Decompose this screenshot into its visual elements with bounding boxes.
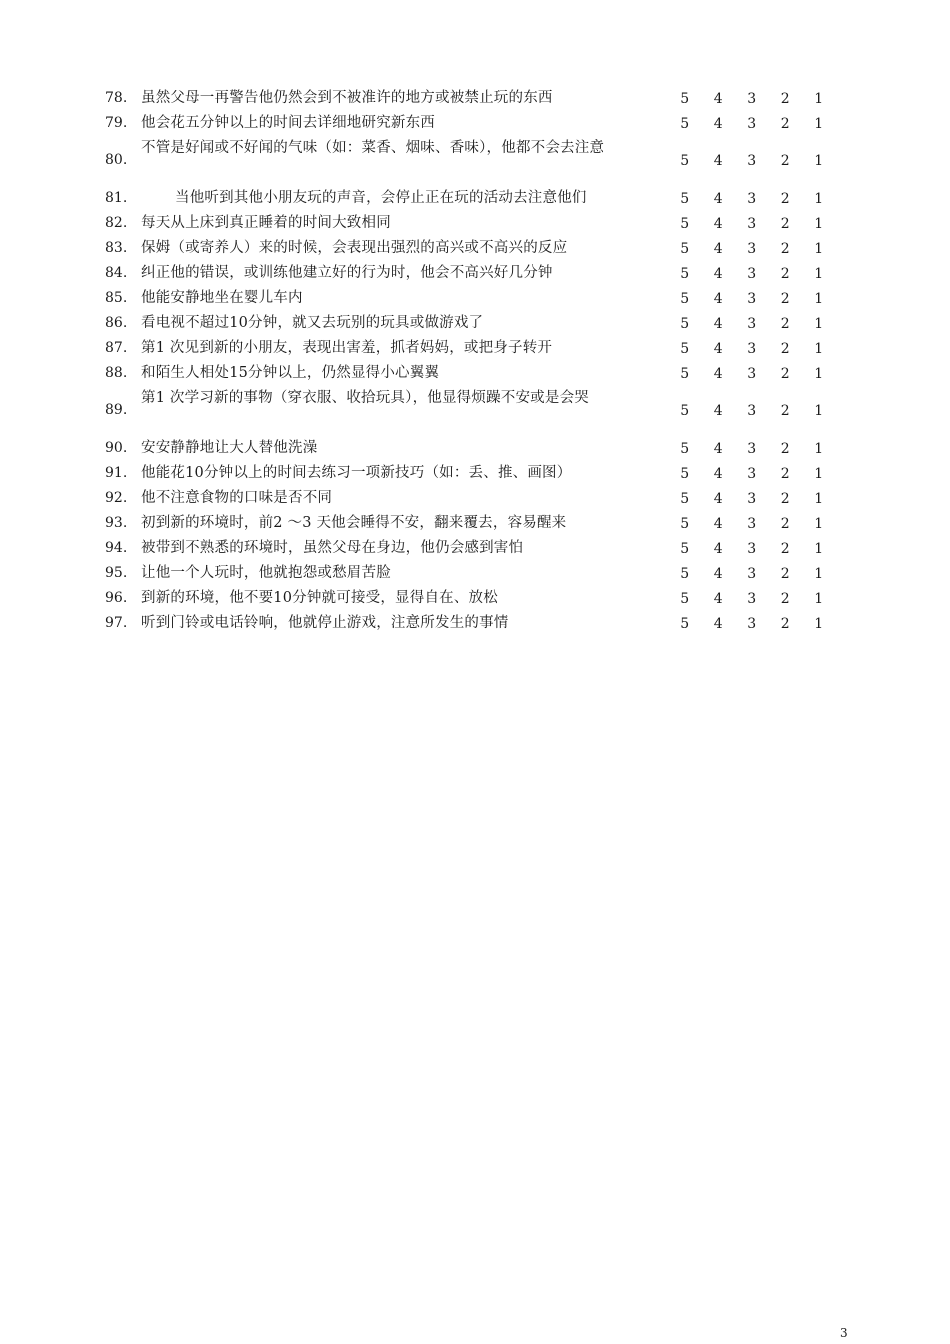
question-text: 到新的环境，他不要10分钟就可接受，显得自在、放松 xyxy=(141,590,498,606)
rating-option[interactable]: 5 xyxy=(680,490,690,507)
rating-option[interactable]: 5 xyxy=(680,190,690,207)
rating-options xyxy=(668,586,836,611)
rating-option[interactable]: 2 xyxy=(780,515,790,532)
rating-option[interactable]: 3 xyxy=(747,265,757,282)
rating-option[interactable]: 2 xyxy=(780,290,790,307)
question-row xyxy=(0,261,950,286)
question-number: 78. xyxy=(105,90,128,106)
rating-option[interactable]: 1 xyxy=(814,615,824,632)
rating-option[interactable]: 3 xyxy=(747,190,757,207)
question-row xyxy=(0,86,950,111)
question-text: 和陌生人相处15分钟以上，仍然显得小心翼翼 xyxy=(141,365,440,381)
rating-option[interactable]: 2 xyxy=(780,565,790,582)
rating-option[interactable]: 1 xyxy=(814,490,824,507)
question-row xyxy=(0,211,950,236)
question-text: 让他一个人玩时，他就抱怨或愁眉苦脸 xyxy=(141,565,391,581)
rating-option[interactable]: 3 xyxy=(747,153,757,169)
rating-option[interactable]: 1 xyxy=(814,540,824,557)
rating-option[interactable]: 5 xyxy=(680,340,690,357)
rating-option[interactable]: 3 xyxy=(747,340,757,357)
question-number: 95. xyxy=(105,565,128,581)
question-number: 89. xyxy=(105,402,128,418)
rating-option[interactable]: 5 xyxy=(680,290,690,307)
rating-option[interactable]: 5 xyxy=(680,515,690,532)
rating-option[interactable]: 4 xyxy=(713,590,723,607)
question-row xyxy=(0,486,950,511)
rating-option[interactable]: 1 xyxy=(814,290,824,307)
rating-option[interactable]: 4 xyxy=(713,90,723,107)
question-number: 83. xyxy=(105,240,128,256)
rating-option[interactable]: 5 xyxy=(680,465,690,482)
question-row xyxy=(0,136,950,186)
questionnaire-table xyxy=(0,86,950,636)
rating-option[interactable]: 4 xyxy=(713,403,723,419)
rating-option[interactable]: 5 xyxy=(680,403,690,419)
rating-options xyxy=(668,86,836,111)
rating-option[interactable]: 4 xyxy=(713,540,723,557)
rating-option[interactable]: 1 xyxy=(814,365,824,382)
rating-option[interactable]: 4 xyxy=(713,365,723,382)
rating-option[interactable]: 2 xyxy=(780,240,790,257)
rating-option[interactable]: 1 xyxy=(814,440,824,457)
rating-options xyxy=(668,511,836,536)
rating-option[interactable]: 3 xyxy=(747,615,757,632)
rating-option[interactable]: 2 xyxy=(780,365,790,382)
rating-option[interactable]: 5 xyxy=(680,615,690,632)
rating-options xyxy=(668,311,836,336)
rating-option[interactable]: 2 xyxy=(780,465,790,482)
rating-option[interactable]: 5 xyxy=(680,240,690,257)
rating-options xyxy=(668,211,836,236)
rating-option[interactable]: 5 xyxy=(680,540,690,557)
rating-option[interactable]: 1 xyxy=(814,515,824,532)
rating-option[interactable]: 2 xyxy=(780,403,790,419)
rating-option[interactable]: 3 xyxy=(747,465,757,482)
rating-option[interactable]: 5 xyxy=(680,315,690,332)
rating-option[interactable]: 4 xyxy=(713,215,723,232)
question-row xyxy=(0,536,950,561)
rating-options xyxy=(668,186,836,211)
question-text: 看电视不超过10分钟，就又去玩别的玩具或做游戏了 xyxy=(141,315,484,331)
rating-option[interactable]: 5 xyxy=(680,153,690,169)
rating-option[interactable]: 2 xyxy=(780,265,790,282)
question-row xyxy=(0,586,950,611)
question-row xyxy=(0,236,950,261)
rating-option[interactable]: 4 xyxy=(713,440,723,457)
rating-option[interactable]: 3 xyxy=(747,515,757,532)
rating-option[interactable]: 3 xyxy=(747,365,757,382)
question-text: 第1 次学习新的事物（穿衣服、收拾玩具），他显得烦躁不安或是会哭 xyxy=(141,390,589,406)
rating-option[interactable]: 4 xyxy=(713,240,723,257)
question-row xyxy=(0,461,950,486)
rating-options xyxy=(668,611,836,636)
question-row xyxy=(0,386,950,436)
rating-option[interactable]: 4 xyxy=(713,190,723,207)
question-number: 92. xyxy=(105,490,128,506)
question-number: 87. xyxy=(105,340,128,356)
rating-option[interactable]: 1 xyxy=(814,590,824,607)
question-text: 不管是好闻或不好闻的气味（如：菜香、烟味、香味），他都不会去注意 xyxy=(141,140,605,156)
question-text: 虽然父母一再警告他仍然会到不被准许的地方或被禁止玩的东西 xyxy=(141,90,553,106)
question-number: 90. xyxy=(105,440,128,456)
rating-option[interactable]: 5 xyxy=(680,90,690,107)
question-number: 79. xyxy=(105,115,128,131)
rating-option[interactable]: 1 xyxy=(814,403,824,419)
rating-options xyxy=(668,261,836,286)
page-number: 3 xyxy=(840,1326,848,1340)
question-row xyxy=(0,561,950,586)
rating-option[interactable]: 3 xyxy=(747,590,757,607)
rating-option[interactable]: 4 xyxy=(713,265,723,282)
question-text: 纠正他的错误，或训练他建立好的行为时，他会不高兴好几分钟 xyxy=(141,265,553,281)
rating-options xyxy=(668,136,836,186)
rating-option[interactable]: 3 xyxy=(747,540,757,557)
rating-options xyxy=(668,236,836,261)
question-row xyxy=(0,111,950,136)
rating-option[interactable]: 1 xyxy=(814,240,824,257)
question-number: 97. xyxy=(105,615,128,631)
rating-option[interactable]: 5 xyxy=(680,440,690,457)
rating-options xyxy=(668,486,836,511)
question-row xyxy=(0,311,950,336)
rating-option[interactable]: 3 xyxy=(747,290,757,307)
rating-option[interactable]: 1 xyxy=(814,465,824,482)
question-number: 86. xyxy=(105,315,128,331)
rating-option[interactable]: 5 xyxy=(680,215,690,232)
rating-option[interactable]: 2 xyxy=(780,540,790,557)
rating-option[interactable]: 4 xyxy=(713,115,723,132)
rating-option[interactable]: 1 xyxy=(814,315,824,332)
question-text: 听到门铃或电话铃响，他就停止游戏，注意所发生的事情 xyxy=(141,615,509,631)
rating-option[interactable]: 1 xyxy=(814,115,824,132)
question-text: 当他听到其他小朋友玩的声音，会停止正在玩的活动去注意他们 xyxy=(175,190,587,206)
question-row xyxy=(0,511,950,536)
rating-options xyxy=(668,386,836,436)
rating-options xyxy=(668,561,836,586)
question-number: 88. xyxy=(105,365,128,381)
rating-option[interactable]: 1 xyxy=(814,340,824,357)
rating-option[interactable]: 3 xyxy=(747,315,757,332)
rating-option[interactable]: 3 xyxy=(747,403,757,419)
rating-option[interactable]: 3 xyxy=(747,90,757,107)
rating-option[interactable]: 5 xyxy=(680,565,690,582)
rating-option[interactable]: 4 xyxy=(713,615,723,632)
rating-option[interactable]: 3 xyxy=(747,565,757,582)
rating-options xyxy=(668,336,836,361)
rating-option[interactable]: 2 xyxy=(780,490,790,507)
question-text: 他不注意食物的口味是否不同 xyxy=(141,490,333,506)
question-number: 84. xyxy=(105,265,128,281)
question-number: 91. xyxy=(105,465,128,481)
question-text: 保姆（或寄养人）来的时候，会表现出强烈的高兴或不高兴的反应 xyxy=(141,240,568,256)
question-text: 被带到不熟悉的环境时，虽然父母在身边，他仍会感到害怕 xyxy=(141,540,524,556)
question-number: 81. xyxy=(105,190,128,206)
rating-option[interactable]: 4 xyxy=(713,515,723,532)
question-number: 93. xyxy=(105,515,128,531)
rating-option[interactable]: 5 xyxy=(680,365,690,382)
question-text: 他会花五分钟以上的时间去详细地研究新东西 xyxy=(141,115,435,131)
question-row xyxy=(0,361,950,386)
rating-option[interactable]: 1 xyxy=(814,190,824,207)
question-text: 初到新的环境时，前2 ～3 天他会睡得不安，翻来覆去，容易醒来 xyxy=(141,515,567,531)
rating-option[interactable]: 4 xyxy=(713,153,723,169)
question-number: 85. xyxy=(105,290,128,306)
question-text: 每天从上床到真正睡着的时间大致相同 xyxy=(141,215,391,231)
rating-option[interactable]: 1 xyxy=(814,153,824,169)
rating-option[interactable]: 2 xyxy=(780,590,790,607)
rating-option[interactable]: 5 xyxy=(680,265,690,282)
rating-option[interactable]: 2 xyxy=(780,190,790,207)
rating-options xyxy=(668,286,836,311)
rating-option[interactable]: 4 xyxy=(713,290,723,307)
rating-option[interactable]: 2 xyxy=(780,215,790,232)
rating-option[interactable]: 3 xyxy=(747,240,757,257)
rating-option[interactable]: 4 xyxy=(713,490,723,507)
question-number: 94. xyxy=(105,540,128,556)
rating-option[interactable]: 1 xyxy=(814,90,824,107)
rating-option[interactable]: 4 xyxy=(713,565,723,582)
rating-option[interactable]: 2 xyxy=(780,153,790,169)
question-row xyxy=(0,611,950,636)
question-number: 96. xyxy=(105,590,128,606)
rating-option[interactable]: 5 xyxy=(680,590,690,607)
rating-options xyxy=(668,436,836,461)
rating-option[interactable]: 1 xyxy=(814,565,824,582)
rating-options xyxy=(668,461,836,486)
rating-option[interactable]: 2 xyxy=(780,615,790,632)
rating-option[interactable]: 1 xyxy=(814,265,824,282)
question-text: 安安静静地让大人替他洗澡 xyxy=(141,440,318,456)
question-number: 82. xyxy=(105,215,128,231)
rating-option[interactable]: 3 xyxy=(747,215,757,232)
question-text: 他能安静地坐在婴儿车内 xyxy=(141,290,303,306)
rating-option[interactable]: 2 xyxy=(780,440,790,457)
rating-option[interactable]: 3 xyxy=(747,440,757,457)
question-row xyxy=(0,186,950,211)
rating-options xyxy=(668,111,836,136)
question-text: 他能花10分钟以上的时间去练习一项新技巧（如：丢、推、画图） xyxy=(141,465,572,481)
question-row xyxy=(0,286,950,311)
rating-option[interactable]: 3 xyxy=(747,115,757,132)
rating-option[interactable]: 3 xyxy=(747,490,757,507)
rating-option[interactable]: 2 xyxy=(780,340,790,357)
rating-option[interactable]: 2 xyxy=(780,315,790,332)
rating-option[interactable]: 5 xyxy=(680,115,690,132)
rating-option[interactable]: 2 xyxy=(780,115,790,132)
rating-option[interactable]: 1 xyxy=(814,215,824,232)
rating-option[interactable]: 4 xyxy=(713,465,723,482)
question-row xyxy=(0,336,950,361)
question-number: 80. xyxy=(105,152,128,168)
rating-options xyxy=(668,361,836,386)
rating-option[interactable]: 4 xyxy=(713,315,723,332)
rating-options xyxy=(668,536,836,561)
rating-option[interactable]: 4 xyxy=(713,340,723,357)
rating-option[interactable]: 2 xyxy=(780,90,790,107)
question-row xyxy=(0,436,950,461)
question-text: 第1 次见到新的小朋友，表现出害羞，抓者妈妈，或把身子转开 xyxy=(141,340,553,356)
